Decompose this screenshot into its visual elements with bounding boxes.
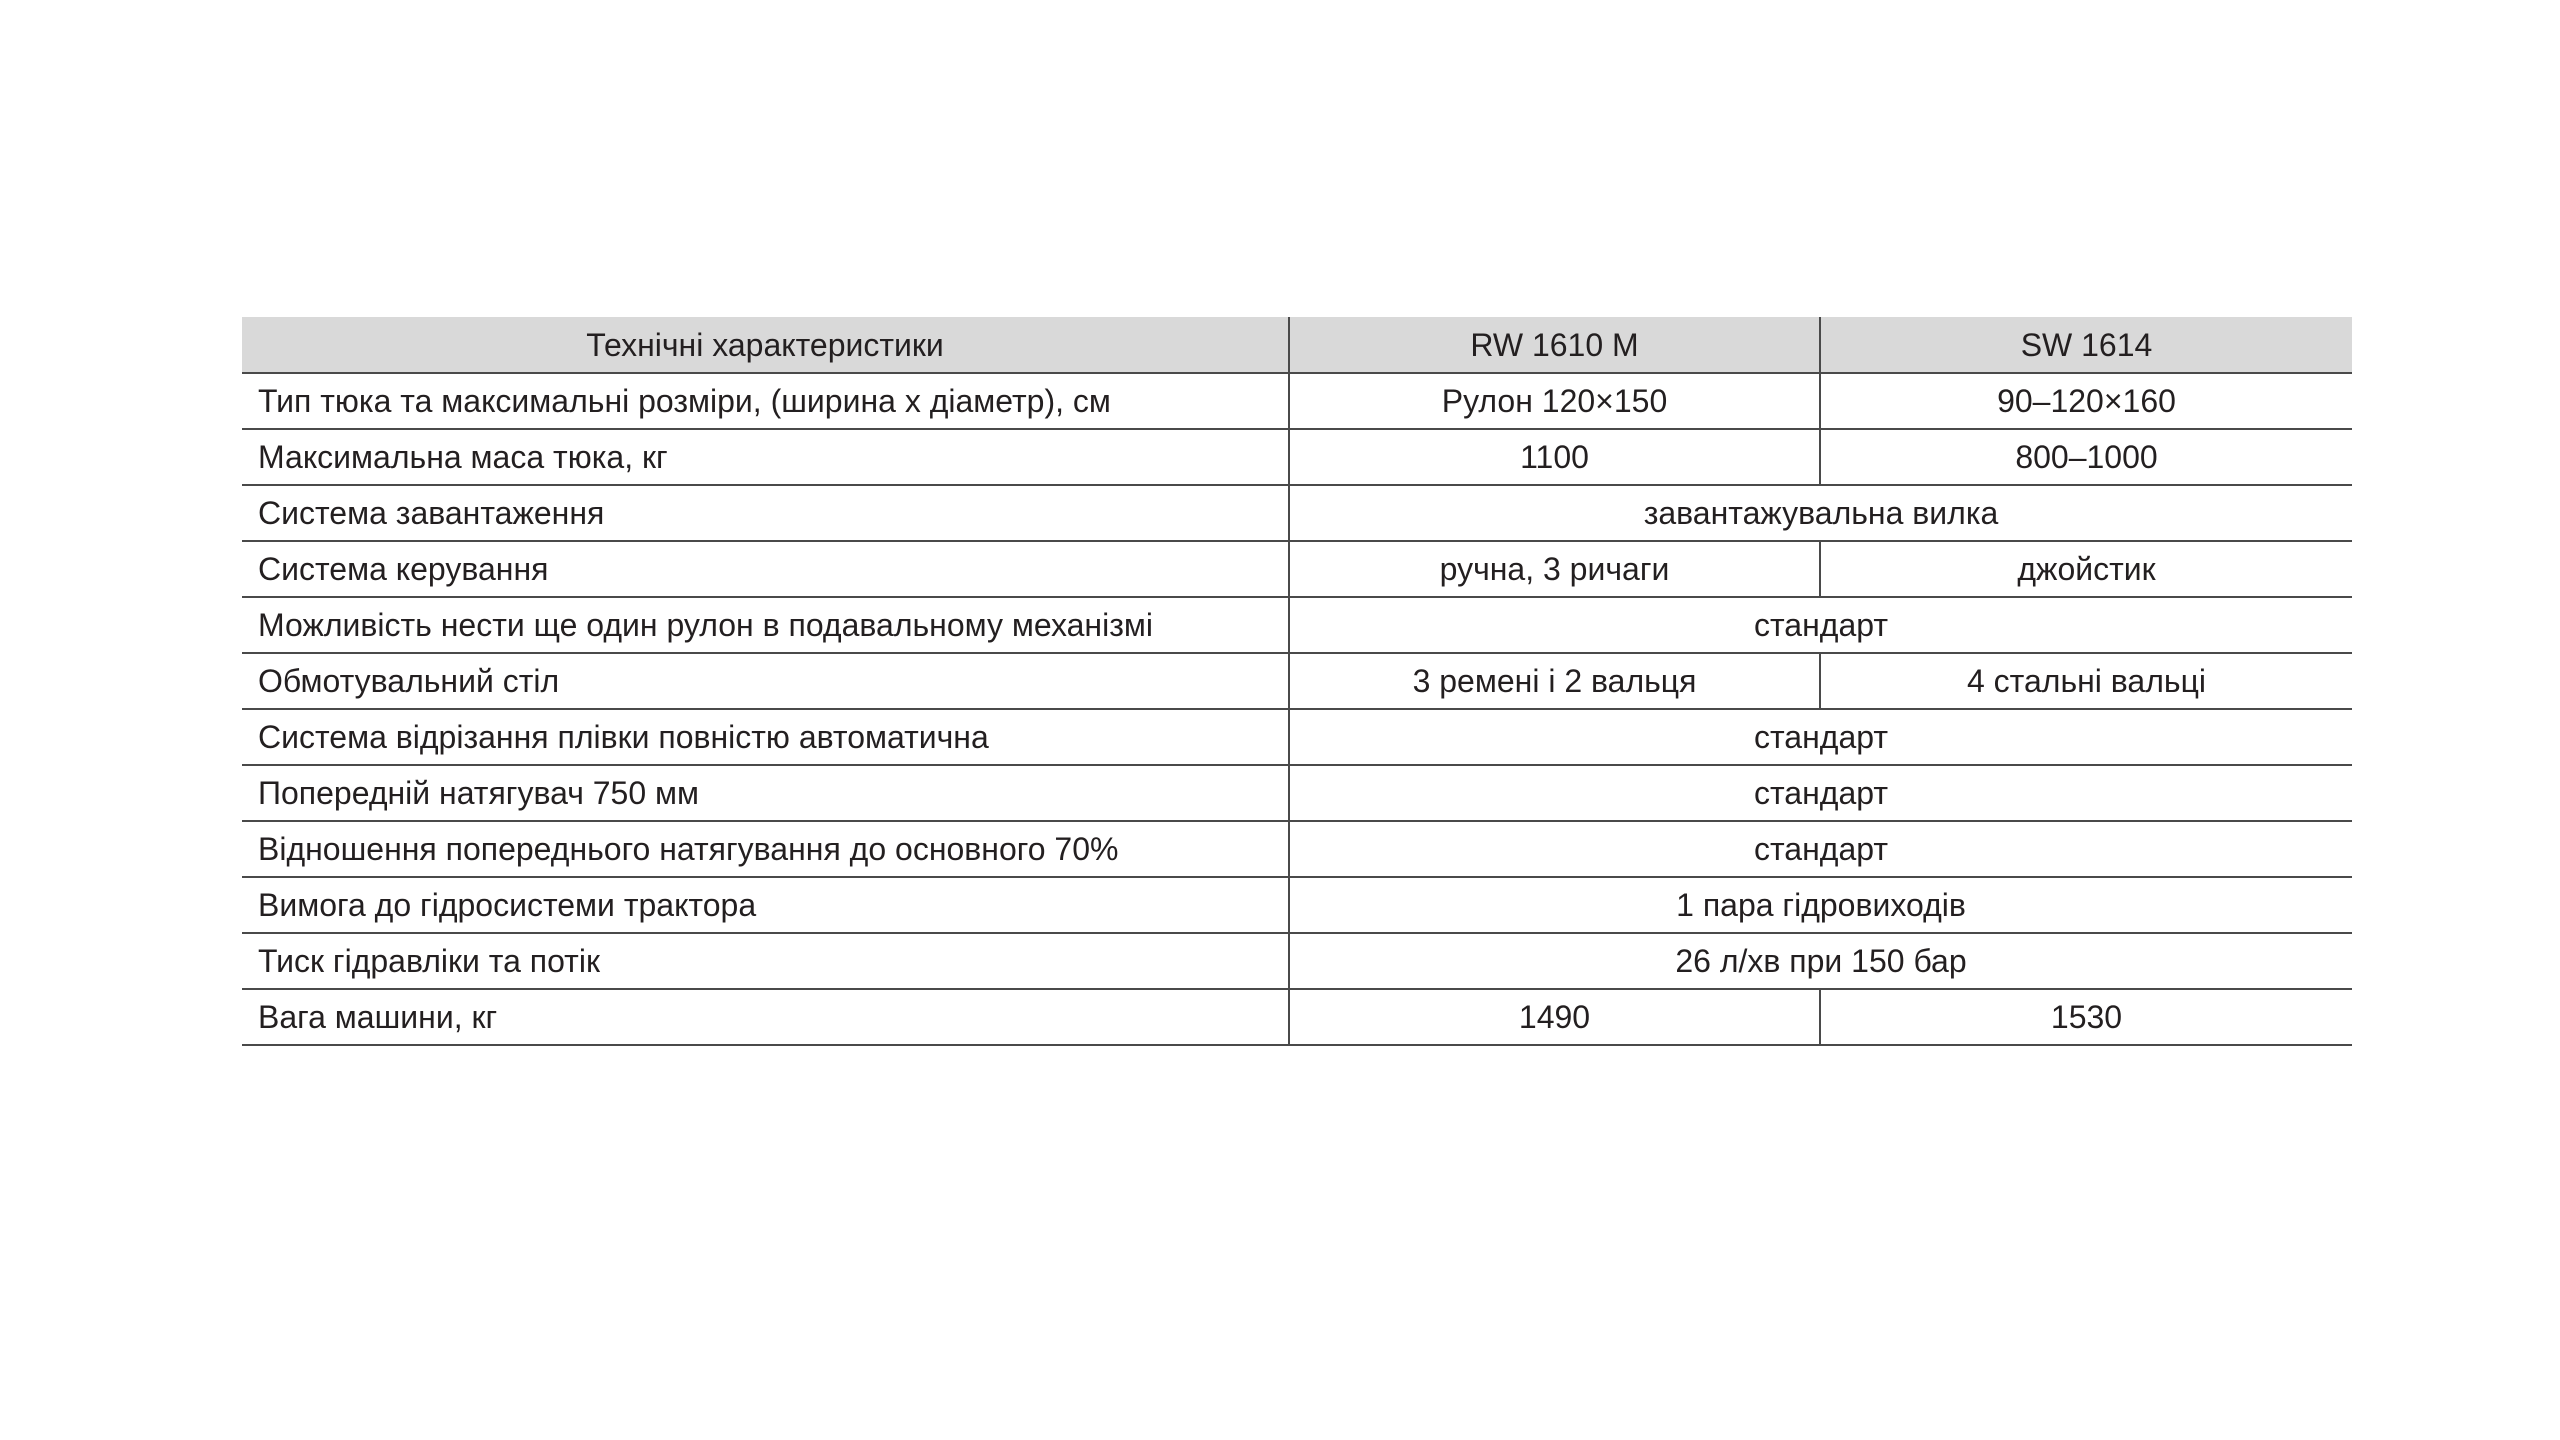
table-row [242, 821, 2352, 877]
table-row [242, 485, 2352, 541]
row-value-model-2: 90–120×160 [1820, 373, 2352, 429]
header-parameter: Технічні характеристики [242, 317, 1289, 373]
table-row [242, 373, 2352, 429]
table-row [242, 933, 2352, 989]
row-value-model-2: 4 стальні вальці [1820, 653, 2352, 709]
table-row [242, 709, 2352, 765]
row-value-model-1: 1490 [1289, 989, 1820, 1045]
spec-table [242, 317, 2352, 1046]
row-label: Максимальна маса тюка, кг [242, 429, 1289, 485]
table-row [242, 653, 2352, 709]
header-row [242, 317, 2352, 373]
row-label: Система відрізання плівки повністю автоматична [242, 709, 1289, 765]
spec-table-body [242, 373, 2352, 1045]
header-model-rw-1610-m: RW 1610 M [1289, 317, 1820, 373]
row-label: Тиск гідравліки та потік [242, 933, 1289, 989]
row-value-shared: завантажувальна вилка [1289, 485, 2352, 541]
row-value-model-1: 3 ремені і 2 вальця [1289, 653, 1820, 709]
row-label: Система завантаження [242, 485, 1289, 541]
table-row [242, 541, 2352, 597]
table-row [242, 877, 2352, 933]
table-row [242, 765, 2352, 821]
row-value-shared: 1 пара гідровиходів [1289, 877, 2352, 933]
row-label: Вага машини, кг [242, 989, 1289, 1045]
row-label: Обмотувальний стіл [242, 653, 1289, 709]
row-value-model-2: джойстик [1820, 541, 2352, 597]
row-value-shared: стандарт [1289, 821, 2352, 877]
table-row [242, 429, 2352, 485]
row-value-model-2: 800–1000 [1820, 429, 2352, 485]
spec-table-header [242, 317, 2352, 373]
row-value-shared: стандарт [1289, 765, 2352, 821]
table-row [242, 989, 2352, 1045]
table-row [242, 597, 2352, 653]
row-value-shared: стандарт [1289, 709, 2352, 765]
row-label: Відношення попереднього натягування до основного 70% [242, 821, 1289, 877]
row-label: Тип тюка та максимальні розміри, (ширина х діаметр), см [242, 373, 1289, 429]
row-value-model-2: 1530 [1820, 989, 2352, 1045]
row-value-shared: стандарт [1289, 597, 2352, 653]
row-label: Можливість нести ще один рулон в подавальному механізмі [242, 597, 1289, 653]
row-value-model-1: 1100 [1289, 429, 1820, 485]
row-value-model-1: Рулон 120×150 [1289, 373, 1820, 429]
row-value-model-1: ручна, 3 ричаги [1289, 541, 1820, 597]
row-value-shared: 26 л/хв при 150 бар [1289, 933, 2352, 989]
row-label: Попередній натягувач 750 мм [242, 765, 1289, 821]
row-label: Вимога до гідросистеми трактора [242, 877, 1289, 933]
row-label: Система керування [242, 541, 1289, 597]
header-model-sw-1614: SW 1614 [1820, 317, 2352, 373]
